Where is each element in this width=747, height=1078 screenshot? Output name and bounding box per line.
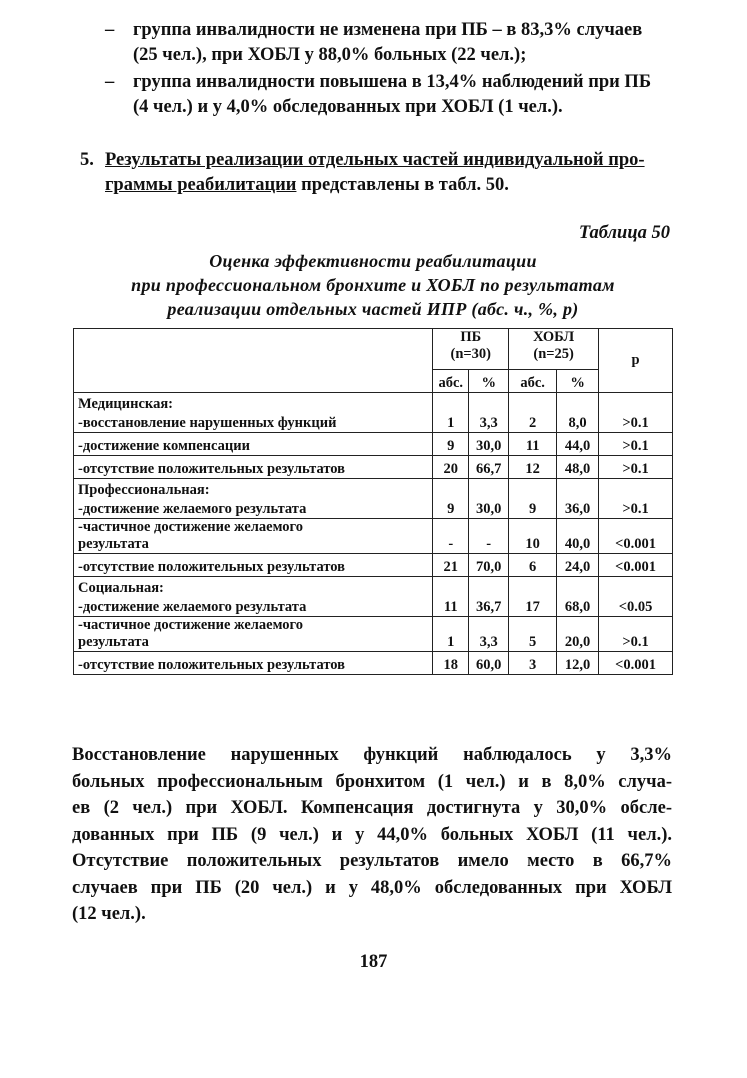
table-row <box>74 393 673 433</box>
cell-pb-abs: 1 <box>433 617 469 652</box>
cell-pb-pct: 66,7 <box>469 456 509 479</box>
subheader-abs: абс. <box>433 370 469 393</box>
item-underlined-text: граммы реабилитации <box>105 175 297 195</box>
row-label-line: -отсутствие положительных результатов <box>78 461 345 477</box>
cell-copd-pct: 44,0 <box>557 433 599 456</box>
cell-p: <0.001 <box>599 519 673 554</box>
cell-copd-pct: 8,0 <box>557 393 599 433</box>
header-pb-n: (n=30) <box>450 346 491 362</box>
cell-pb-abs: 9 <box>433 433 469 456</box>
row-label <box>74 519 433 554</box>
header-empty-cell <box>74 329 433 393</box>
row-label-line: -частичное достижение желаемого <box>78 519 304 535</box>
cell-pb-abs: 21 <box>433 554 469 577</box>
cell-copd-abs: 10 <box>509 519 557 554</box>
row-label-line: результата <box>78 634 149 650</box>
table-number: Таблица 50 <box>578 223 670 243</box>
cell-p: <0.001 <box>599 554 673 577</box>
page-number: 187 <box>359 952 388 972</box>
header-copd-n: (n=25) <box>533 346 574 362</box>
bullet-dash: – <box>105 20 115 40</box>
table-row <box>74 433 673 456</box>
header-copd <box>509 329 599 370</box>
row-label <box>74 554 433 577</box>
bullet-text <box>133 18 680 68</box>
cell-pb-pct: 30,0 <box>469 479 509 519</box>
table-title <box>74 249 672 321</box>
cell-copd-abs: 3 <box>509 652 557 675</box>
row-label-line: -достижение желаемого результата <box>78 501 307 517</box>
cell-pb-pct: 3,3 <box>469 393 509 433</box>
table-row <box>74 519 673 554</box>
row-label <box>74 393 433 433</box>
table-header-row <box>74 329 673 370</box>
bullet-line: группа инвалидности не изменена при ПБ – в 83,3% случаев <box>133 20 643 40</box>
row-label-line: -отсутствие положительных результатов <box>78 657 345 673</box>
paragraph-line: Отсутствие положительных результатов имело место в 66,7% <box>72 851 672 871</box>
subheader-pct: % <box>557 370 599 393</box>
header-pb-label: ПБ <box>460 329 482 345</box>
group-name: Профессиональная: <box>78 482 210 498</box>
cell-pb-pct: 3,3 <box>469 617 509 652</box>
cell-pb-abs: 11 <box>433 577 469 617</box>
cell-p: <0.001 <box>599 652 673 675</box>
row-label-line: -отсутствие положительных результатов <box>78 559 345 575</box>
cell-copd-pct: 68,0 <box>557 577 599 617</box>
paragraph-line: дованных при ПБ (9 чел.) и у 44,0% больных ХОБЛ (11 чел.). <box>72 824 672 845</box>
bullet-list <box>105 18 680 122</box>
table-title-line: реализации отдельных частей ИПР (абс. ч., %, р) <box>167 299 579 319</box>
cell-copd-abs: 11 <box>509 433 557 456</box>
cell-p: >0.1 <box>599 456 673 479</box>
cell-pb-abs: 20 <box>433 456 469 479</box>
cell-copd-pct: 48,0 <box>557 456 599 479</box>
cell-pb-pct: - <box>469 519 509 554</box>
table-row <box>74 652 673 675</box>
cell-pb-pct: 60,0 <box>469 652 509 675</box>
table-title-line: при профессиональном бронхите и ХОБЛ по результатам <box>131 275 615 295</box>
cell-copd-abs: 9 <box>509 479 557 519</box>
bullet-text <box>133 70 680 120</box>
table-row <box>74 617 673 652</box>
cell-pb-abs: 18 <box>433 652 469 675</box>
row-label-line: -частичное достижение желаемого <box>78 617 304 633</box>
row-label-line: -достижение желаемого результата <box>78 599 307 615</box>
group-name: Медицинская: <box>78 396 173 412</box>
paragraph-line: больных профессиональным бронхитом (1 чел.) и в 8,0% случа- <box>72 771 672 792</box>
cell-pb-pct: 30,0 <box>469 433 509 456</box>
group-name: Социальная: <box>78 580 164 596</box>
row-label-line: -восстановление нарушенных функций <box>78 415 337 431</box>
bullet-item <box>105 18 680 68</box>
table-row <box>74 479 673 519</box>
row-label <box>74 479 433 519</box>
table-row <box>74 577 673 617</box>
cell-p: >0.1 <box>599 393 673 433</box>
cell-pb-pct: 36,7 <box>469 577 509 617</box>
subheader-pct: % <box>469 370 509 393</box>
cell-p: >0.1 <box>599 479 673 519</box>
cell-p: >0.1 <box>599 433 673 456</box>
cell-copd-abs: 12 <box>509 456 557 479</box>
paragraph-line: (12 чел.). <box>72 904 146 924</box>
cell-p: >0.1 <box>599 617 673 652</box>
cell-copd-abs: 6 <box>509 554 557 577</box>
cell-p: <0.05 <box>599 577 673 617</box>
header-p: р <box>599 329 673 393</box>
row-label <box>74 456 433 479</box>
header-pb <box>433 329 509 370</box>
bullet-line: (4 чел.) и у 4,0% обследованных при ХОБЛ (1 чел.). <box>133 97 563 117</box>
table-row <box>74 456 673 479</box>
header-copd-label: ХОБЛ <box>533 329 575 345</box>
subheader-abs: абс. <box>509 370 557 393</box>
cell-pb-pct: 70,0 <box>469 554 509 577</box>
paragraph-line: случаев при ПБ (20 чел.) и у 48,0% обследованных при ХОБЛ <box>72 877 672 898</box>
cell-pb-abs: - <box>433 519 469 554</box>
item-number: 5. <box>80 150 94 170</box>
cell-copd-abs: 17 <box>509 577 557 617</box>
cell-copd-abs: 5 <box>509 617 557 652</box>
cell-copd-pct: 12,0 <box>557 652 599 675</box>
row-label <box>74 617 433 652</box>
results-table <box>73 328 673 675</box>
row-label <box>74 433 433 456</box>
cell-copd-pct: 36,0 <box>557 479 599 519</box>
cell-copd-pct: 20,0 <box>557 617 599 652</box>
row-label-line: результата <box>78 536 149 552</box>
bullet-line: (25 чел.), при ХОБЛ у 88,0% больных (22 чел.); <box>133 45 527 65</box>
cell-copd-pct: 40,0 <box>557 519 599 554</box>
item-text: представлены в табл. 50. <box>296 175 509 195</box>
bullet-dash: – <box>105 72 115 92</box>
item-underlined-text: Результаты реализации отдельных частей индивидуальной про- <box>105 150 645 170</box>
cell-copd-abs: 2 <box>509 393 557 433</box>
row-label <box>74 652 433 675</box>
bullet-line: группа инвалидности повышена в 13,4% наблюдений при ПБ <box>133 72 652 92</box>
bullet-item <box>105 70 680 120</box>
row-label-line: -достижение компенсации <box>78 438 250 454</box>
table-title-line: Оценка эффективности реабилитации <box>209 251 537 271</box>
numbered-item-5 <box>80 148 680 198</box>
paragraph-line: ев (2 чел.) при ХОБЛ. Компенсация достигнута у 30,0% обсле- <box>72 798 672 818</box>
paragraph-line: Восстановление нарушенных функций наблюдалось у 3,3% <box>72 745 672 765</box>
row-label <box>74 577 433 617</box>
table-row <box>74 554 673 577</box>
cell-pb-abs: 1 <box>433 393 469 433</box>
cell-copd-pct: 24,0 <box>557 554 599 577</box>
cell-pb-abs: 9 <box>433 479 469 519</box>
body-paragraph <box>72 742 672 928</box>
